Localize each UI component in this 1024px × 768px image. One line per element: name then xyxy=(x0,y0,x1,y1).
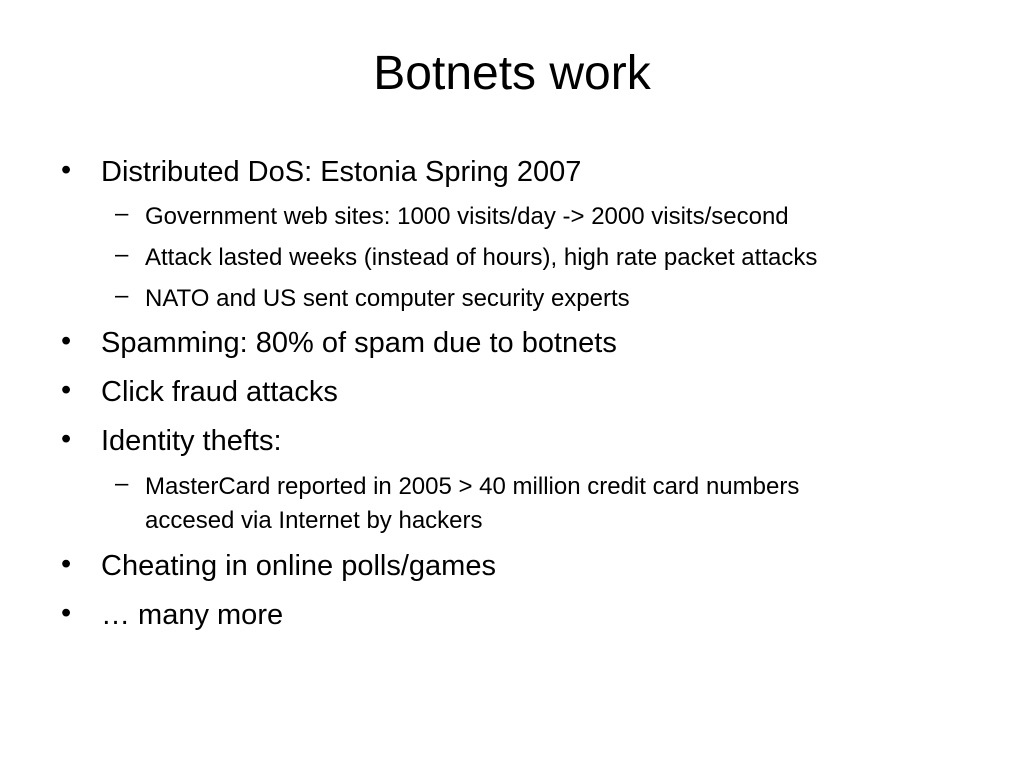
dash-marker: – xyxy=(115,241,129,268)
sub-bullet-text: Government web sites: 1000 visits/day -> 2000 visits/second xyxy=(145,203,789,230)
bullet-text: … many more xyxy=(101,599,284,631)
dash-marker: – xyxy=(115,200,129,227)
sub-bullet-text: MasterCard reported in 2005 > 40 million credit card numbers xyxy=(145,473,800,500)
bullet-marker: • xyxy=(61,325,72,357)
bullet-marker: • xyxy=(61,597,72,629)
sub-bullet-text-continued: accesed via Internet by hackers xyxy=(145,507,483,534)
sub-bullet-text: Attack lasted weeks (instead of hours), high rate packet attacks xyxy=(145,244,818,271)
bullet-text: Identity thefts: xyxy=(101,425,282,457)
bullet-text: Spamming: 80% of spam due to botnets xyxy=(101,327,617,359)
slide-title: Botnets work xyxy=(373,47,651,100)
bullet-text: Cheating in online polls/games xyxy=(101,550,496,582)
bullet-text: Click fraud attacks xyxy=(101,376,338,408)
dash-marker: – xyxy=(115,470,129,497)
dash-marker: – xyxy=(115,282,129,309)
bullet-marker: • xyxy=(61,423,72,455)
bullet-text: Distributed DoS: Estonia Spring 2007 xyxy=(101,156,582,188)
sub-bullet-text: NATO and US sent computer security experts xyxy=(145,285,630,312)
bullet-marker: • xyxy=(61,374,72,406)
bullet-marker: • xyxy=(61,154,72,186)
bullet-marker: • xyxy=(61,548,72,580)
